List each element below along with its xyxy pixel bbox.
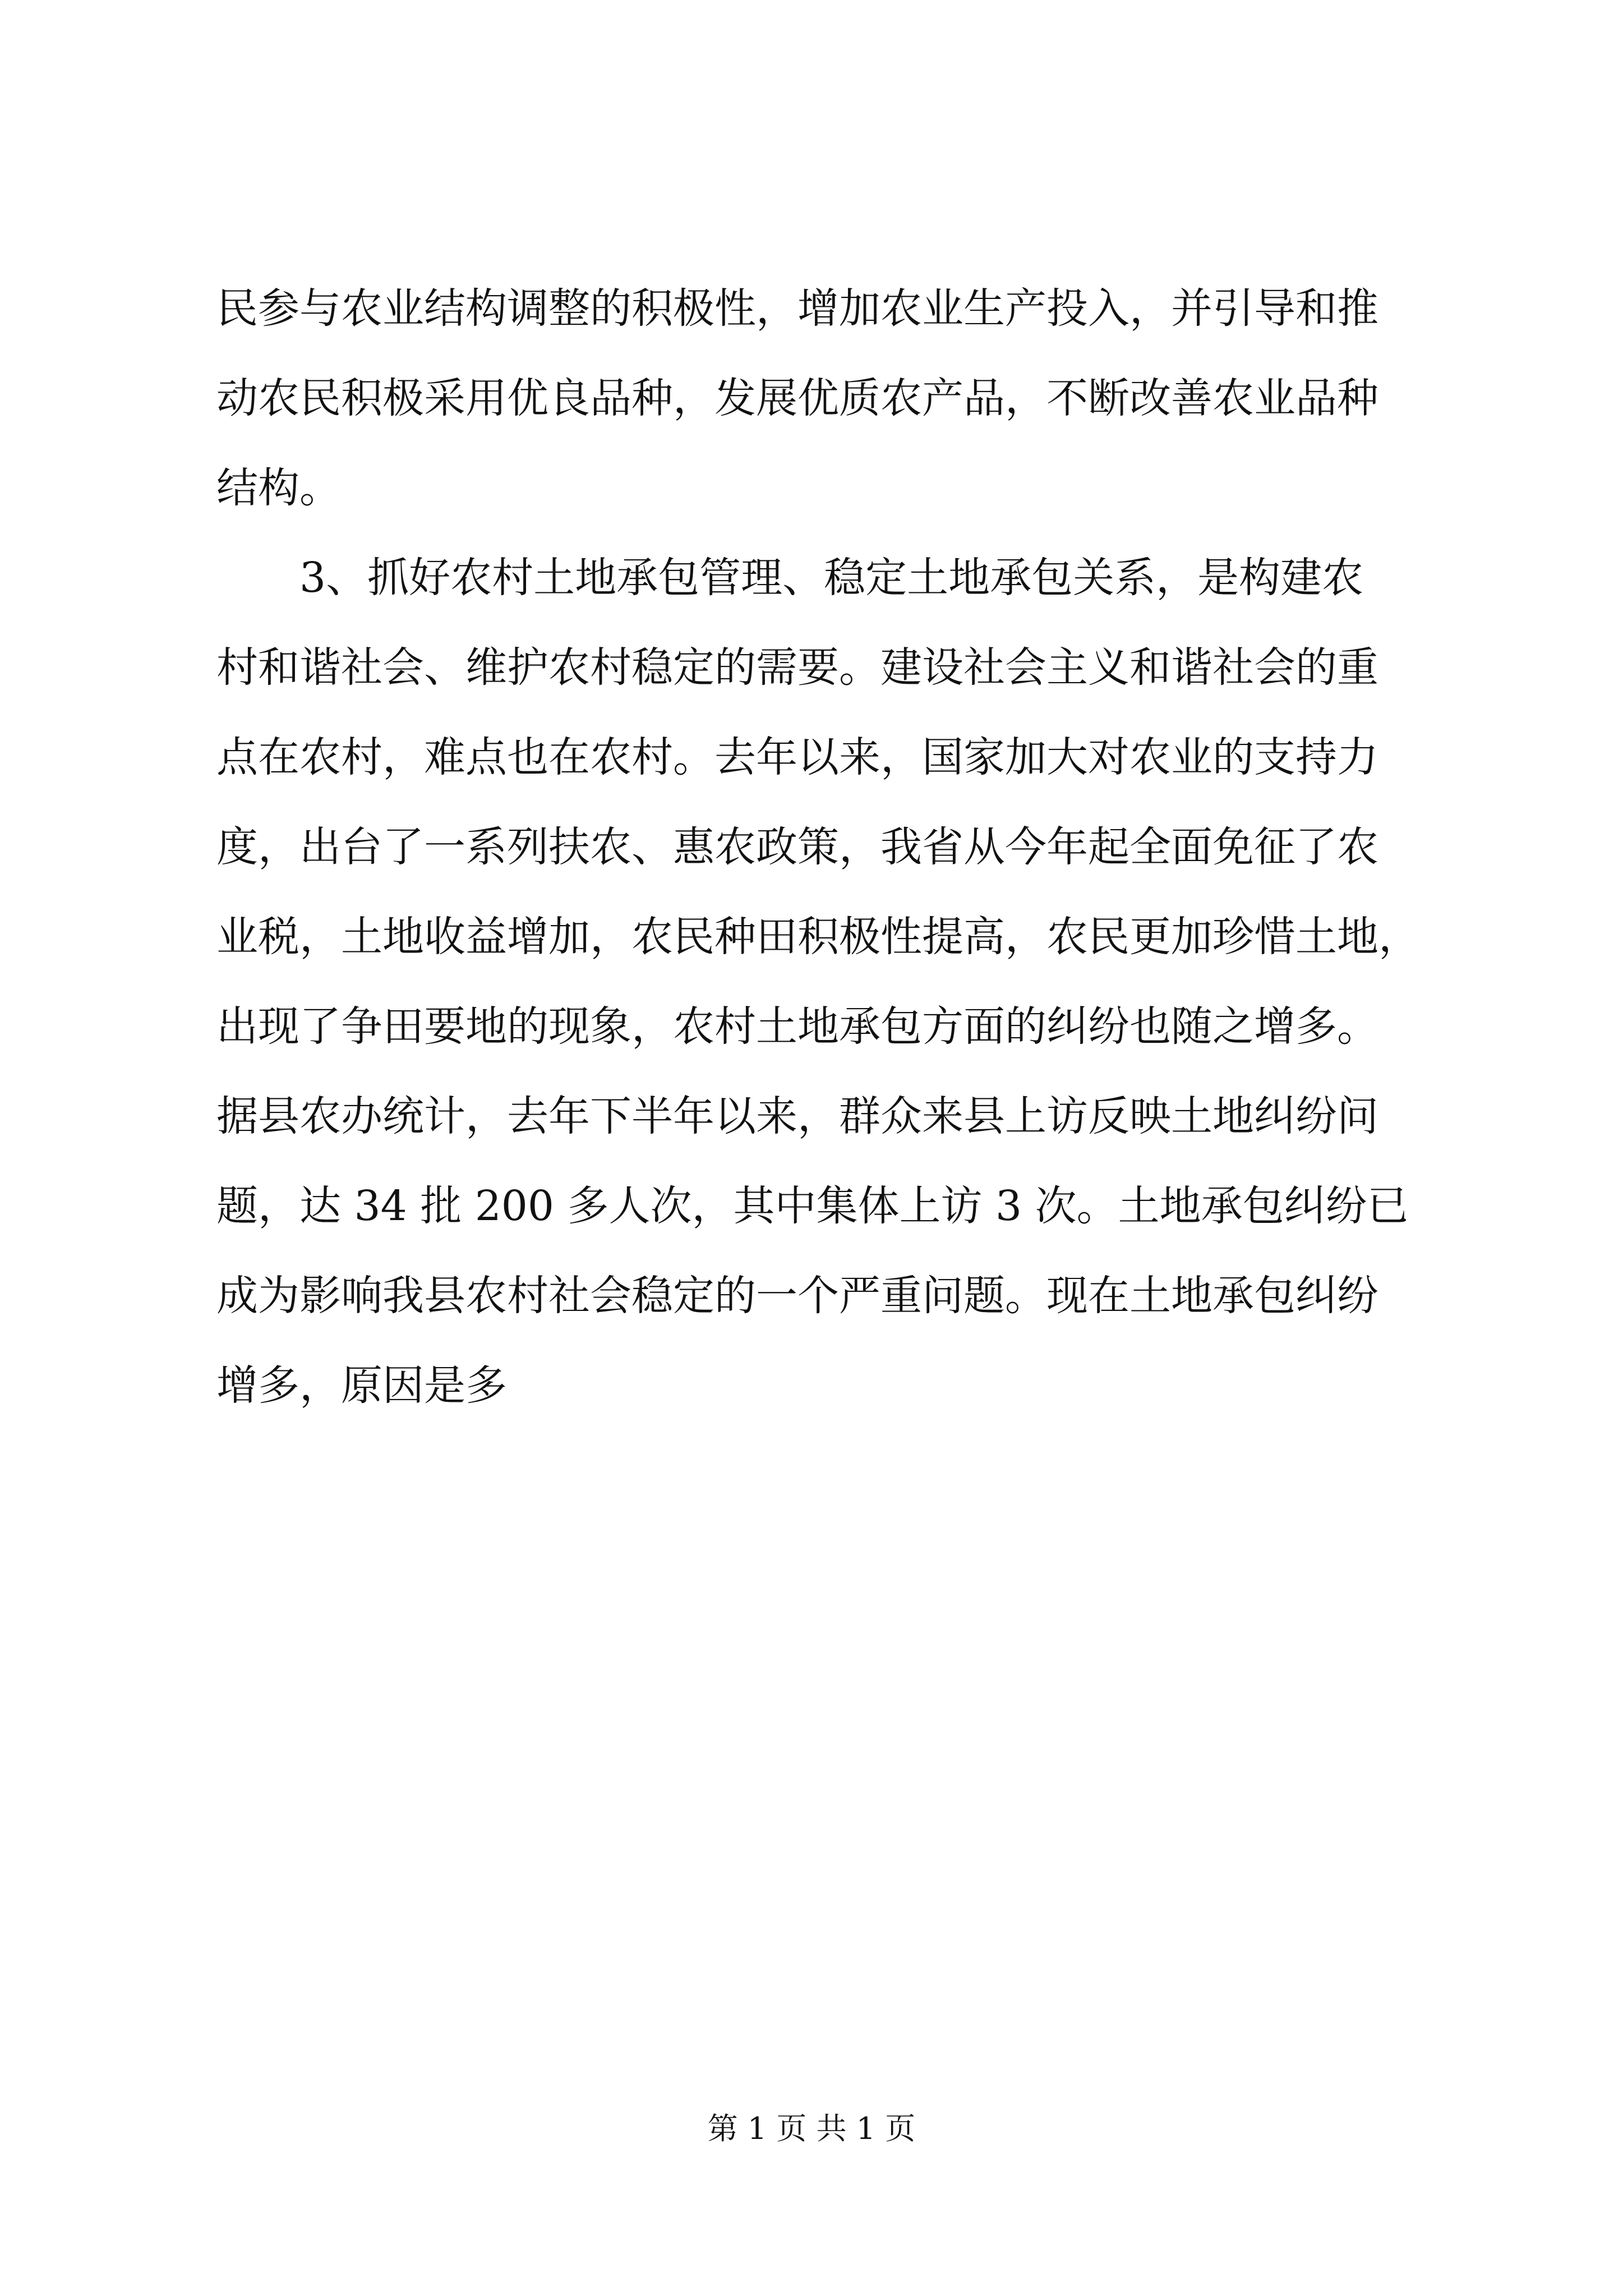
text-line: 民参与农业结构调整的积极性，增加农业生产投入，并引导和推 [216,284,1378,333]
text-line: 据县农办统计，去年下半年以来，群众来县上访反映土地纠纷问 [216,1092,1378,1140]
text-line: 增多，原因是多 [216,1361,507,1410]
text-line: 村和谐社会、维护农村稳定的需要。建设社会主义和谐社会的重 [216,643,1378,692]
text-line: 动农民积极采用优良品种，发展优质农产品，不断改善农业品种 [216,374,1378,422]
text-line: 业税，土地收益增加，农民种田积极性提高，农民更加珍惜土地， [216,913,1420,961]
text-line: 点在农村，难点也在农村。去年以来，国家加大对农业的支持力 [216,733,1378,781]
paragraph-first-line: 3、抓好农村土地承包管理、稳定土地承包关系，是构建农 [299,554,1364,602]
text-line: 出现了争田要地的现象，农村土地承包方面的纠纷也随之增多。 [216,1002,1378,1051]
text-line: 结构。 [216,464,341,512]
text-line: 题，达 34 批 200 多人次，其中集体上访 3 次。土地承包纠纷已 [216,1182,1409,1230]
text-line: 成为影响我县农村社会稳定的一个严重问题。现在土地承包纠纷 [216,1272,1378,1320]
text-line: 度，出台了一系列扶农、惠农政策，我省从今年起全面免征了农 [216,823,1378,871]
page-footer-indicator: 第 1 页 共 1 页 [707,2111,916,2146]
